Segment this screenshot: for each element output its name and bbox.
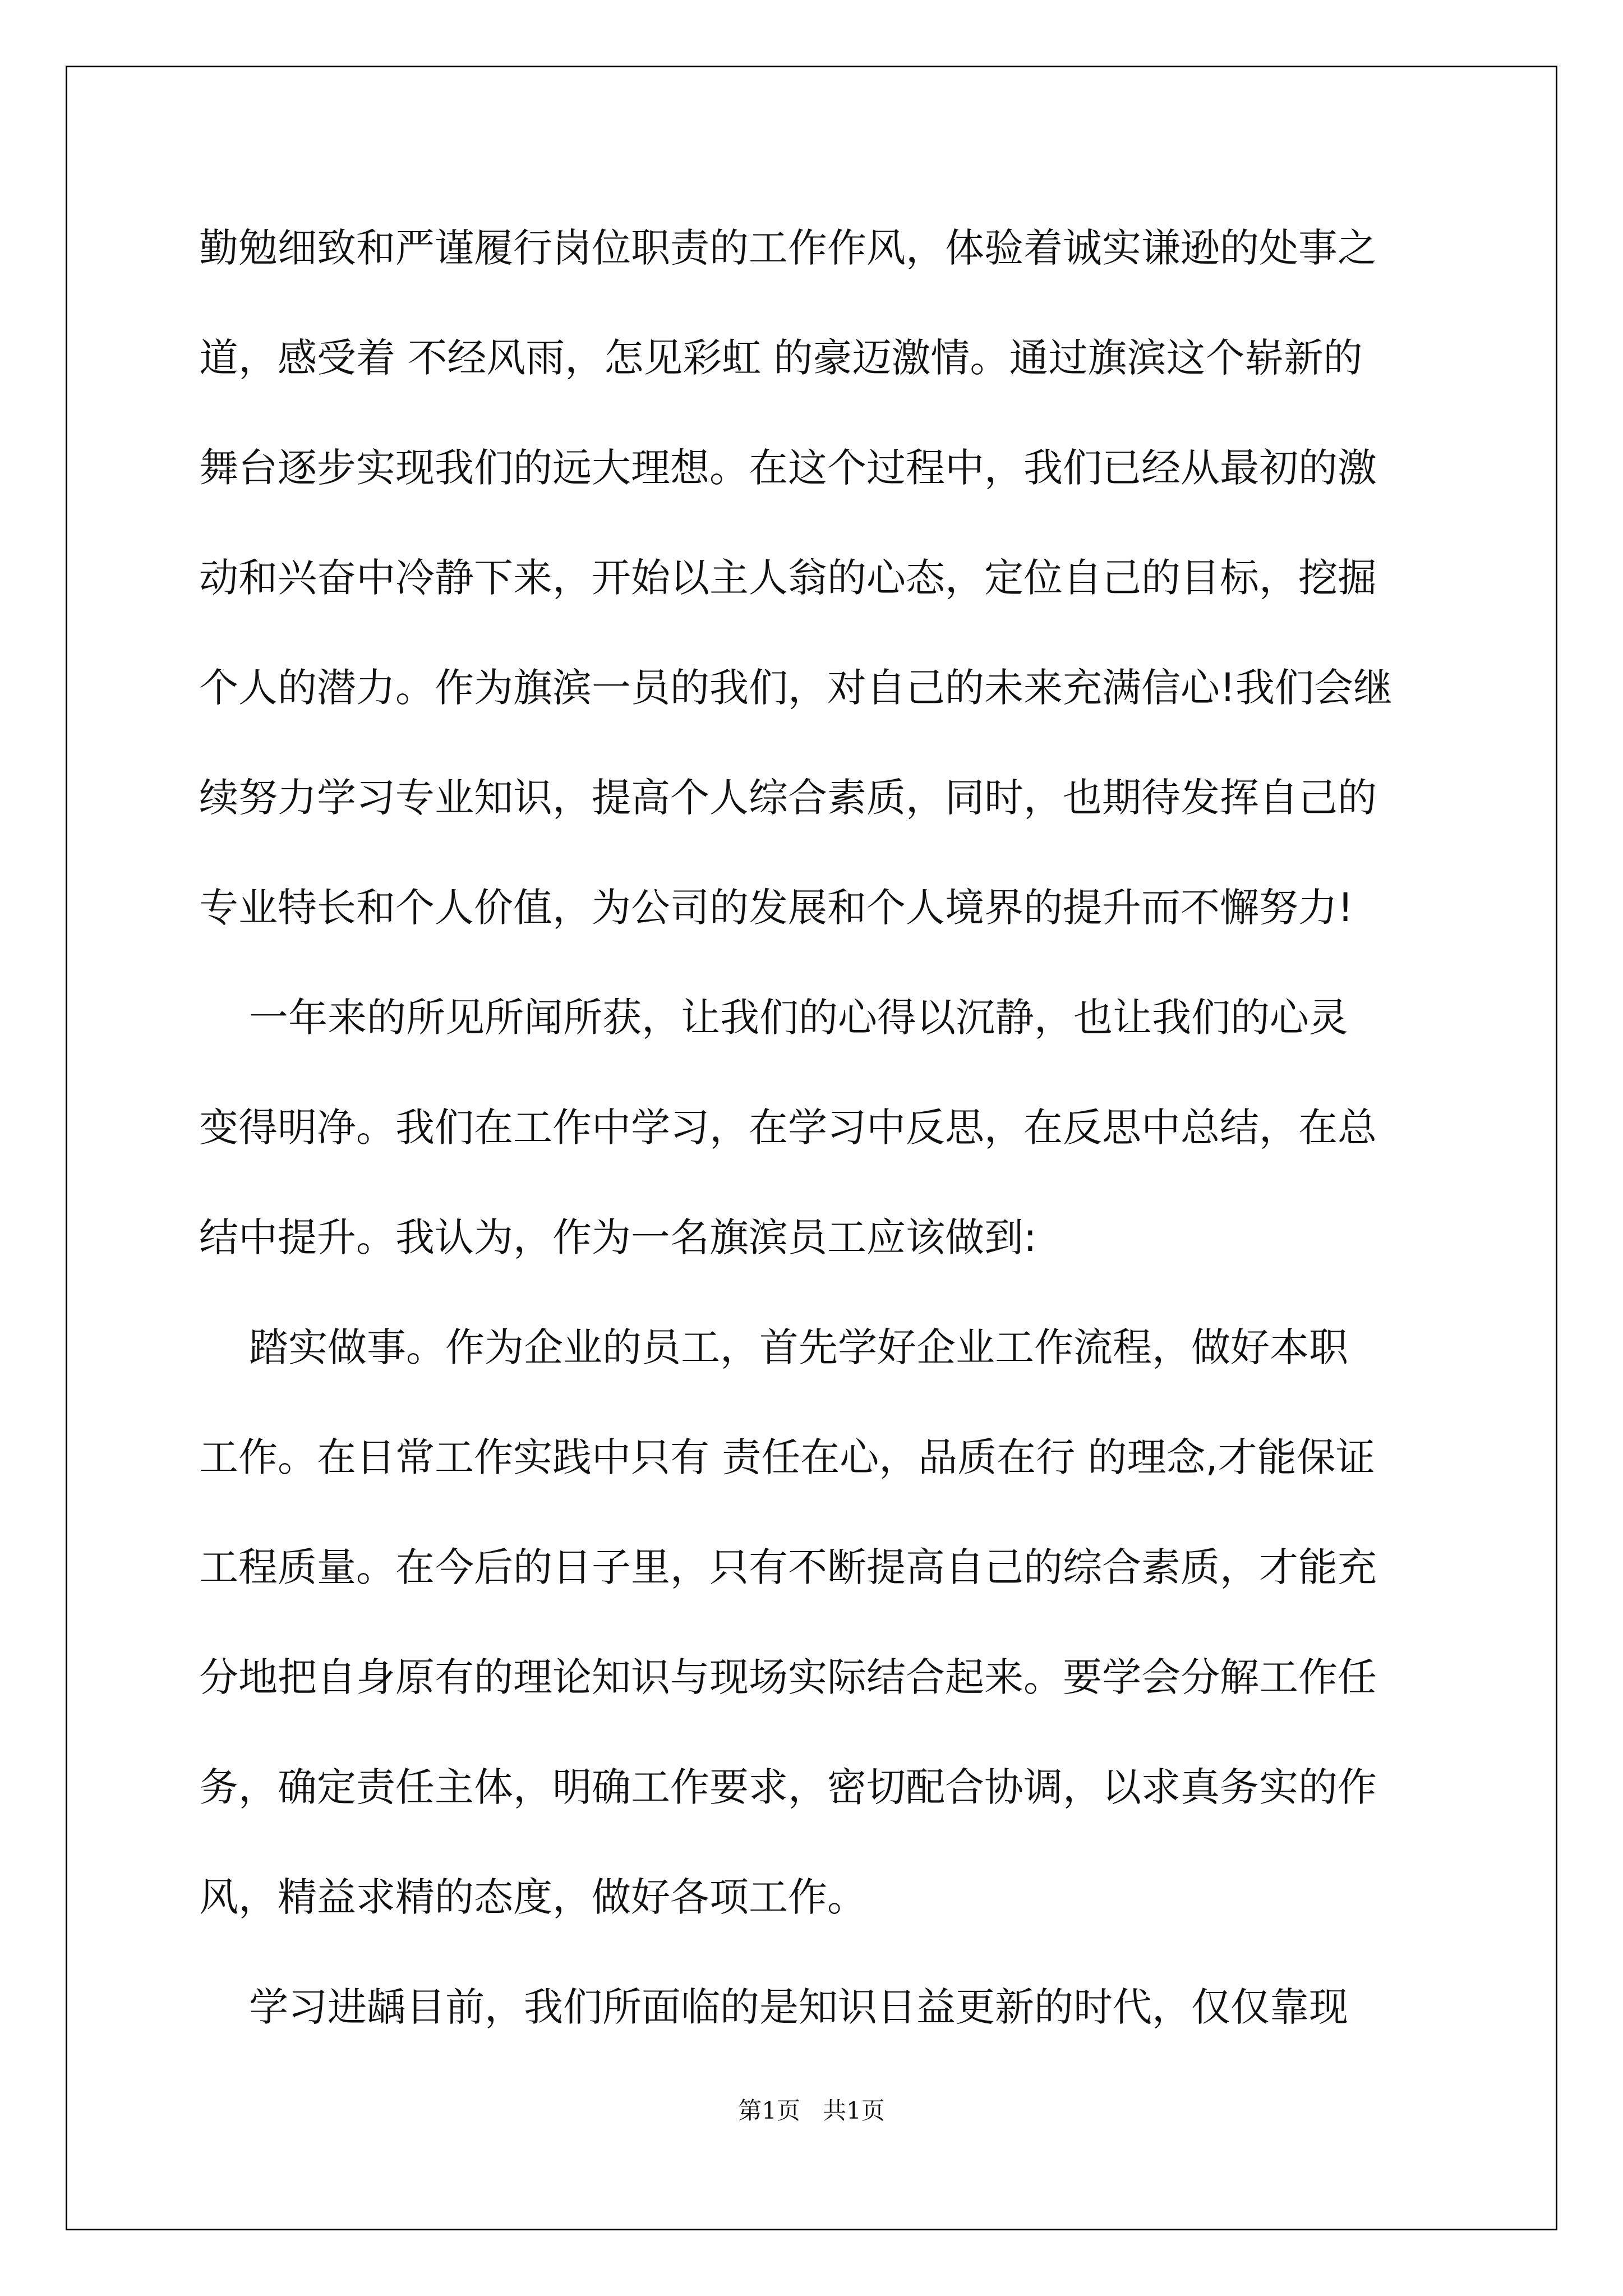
text-line: 道，感受着 不经风雨，怎见彩虹 的豪迈激情。通过旗滨这个崭新的: [199, 335, 1363, 381]
page-footer: 第1页 共1页: [738, 2097, 885, 2124]
text-line: 踏实做事。作为企业的员工，首先学好企业工作流程，做好本职: [199, 1324, 1349, 1370]
text-line: 个人的潜力。作为旗滨一员的我们，对自己的未来充满信心!我们会继: [199, 665, 1393, 711]
text-line: 工作。在日常工作实践中只有 责任在心，品质在行 的理念,才能保证: [199, 1434, 1375, 1480]
text-line: 专业特长和个人价值，为公司的发展和个人境界的提升而不懈努力!: [199, 885, 1354, 931]
text-line: 续努力学习专业知识，提高个人综合素质，同时，也期待发挥自己的: [199, 775, 1377, 821]
text-line: 风，精益求精的态度，做好各项工作。: [199, 1874, 866, 1920]
text-line: 勤勉细致和严谨履行岗位职责的工作作风，体验着诚实谦逊的处事之: [199, 225, 1377, 271]
text-line: 结中提升。我认为，作为一名旗滨员工应该做到:: [199, 1214, 1037, 1260]
text-line: 舞台逐步实现我们的远大理想。在这个过程中，我们已经从最初的激: [199, 445, 1377, 491]
text-line: 一年来的所见所闻所获，让我们的心得以沉静，也让我们的心灵: [199, 995, 1349, 1041]
text-line: 学习进龋目前，我们所面临的是知识日益更新的时代，仅仅靠现: [199, 1984, 1349, 2030]
text-line: 变得明净。我们在工作中学习，在学习中反思，在反思中总结，在总: [199, 1105, 1377, 1151]
text-line: 动和兴奋中冷静下来，开始以主人翁的心态，定位自己的目标，挖掘: [199, 555, 1377, 601]
text-line: 务，确定责任主体，明确工作要求，密切配合协调，以求真务实的作: [199, 1764, 1377, 1810]
text-line: 工程质量。在今后的日子里，只有不断提高自己的综合素质，才能充: [199, 1544, 1377, 1590]
text-line: 分地把自身原有的理论知识与现场实际结合起来。要学会分解工作任: [199, 1654, 1377, 1700]
